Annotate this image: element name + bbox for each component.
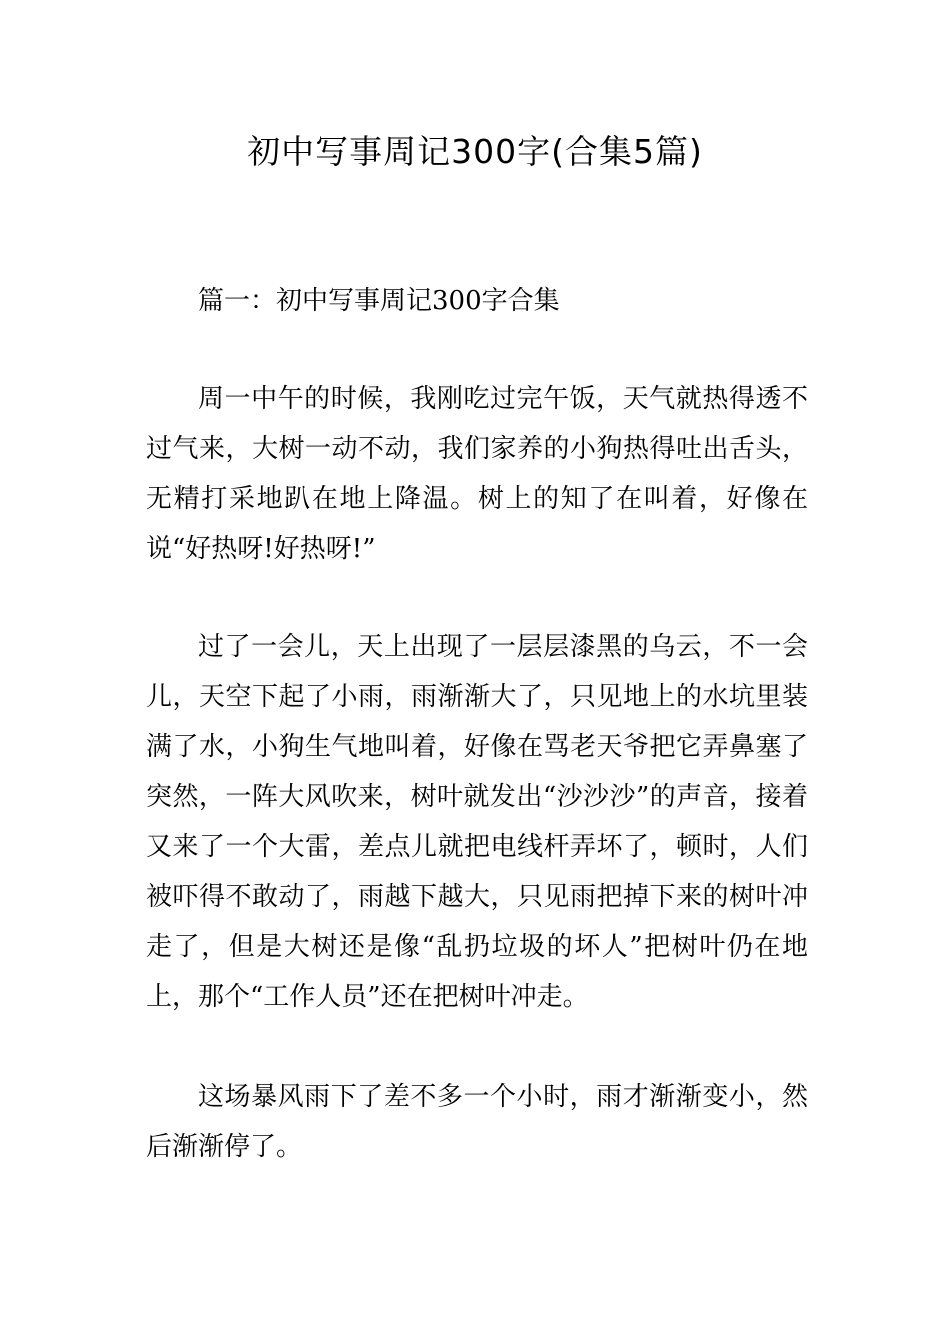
paragraph-3: 这场暴风雨下了差不多一个小时，雨才渐渐变小，然后渐渐停了。 xyxy=(146,1082,808,1162)
paragraph-1: 周一中午的时候，我刚吃过完午饭，天气就热得透不过气来，大树一动不动，我们家养的小狗热得吐出舌头，无精打采地趴在地上降温。树上的知了在叫着，好像在说“好热呀!好热呀!” xyxy=(146,384,808,564)
paragraph-2: 过了一会儿，天上出现了一层层漆黑的乌云，不一会儿，天空下起了小雨，雨渐渐大了，只见地上的水坑里装满了水，小狗生气地叫着，好像在骂老天爷把它弄鼻塞了突然，一阵大风吹来，树叶就发出“沙沙沙”的声音，接着又来了一个大雷，差点儿就把电线杆弄坏了，顿时，人们被吓得不敢动了，雨越下越大，只见雨把掉下来的树叶冲走了，但是大树还是像“乱扔垃圾的坏人”把树叶仍在地上，那个“工作人员”还在把树叶冲走。 xyxy=(146,632,808,1012)
document-title: 初中写事周记300字(合集5篇) xyxy=(247,132,703,171)
section-heading: 篇一：初中写事周记300字合集 xyxy=(198,286,560,316)
